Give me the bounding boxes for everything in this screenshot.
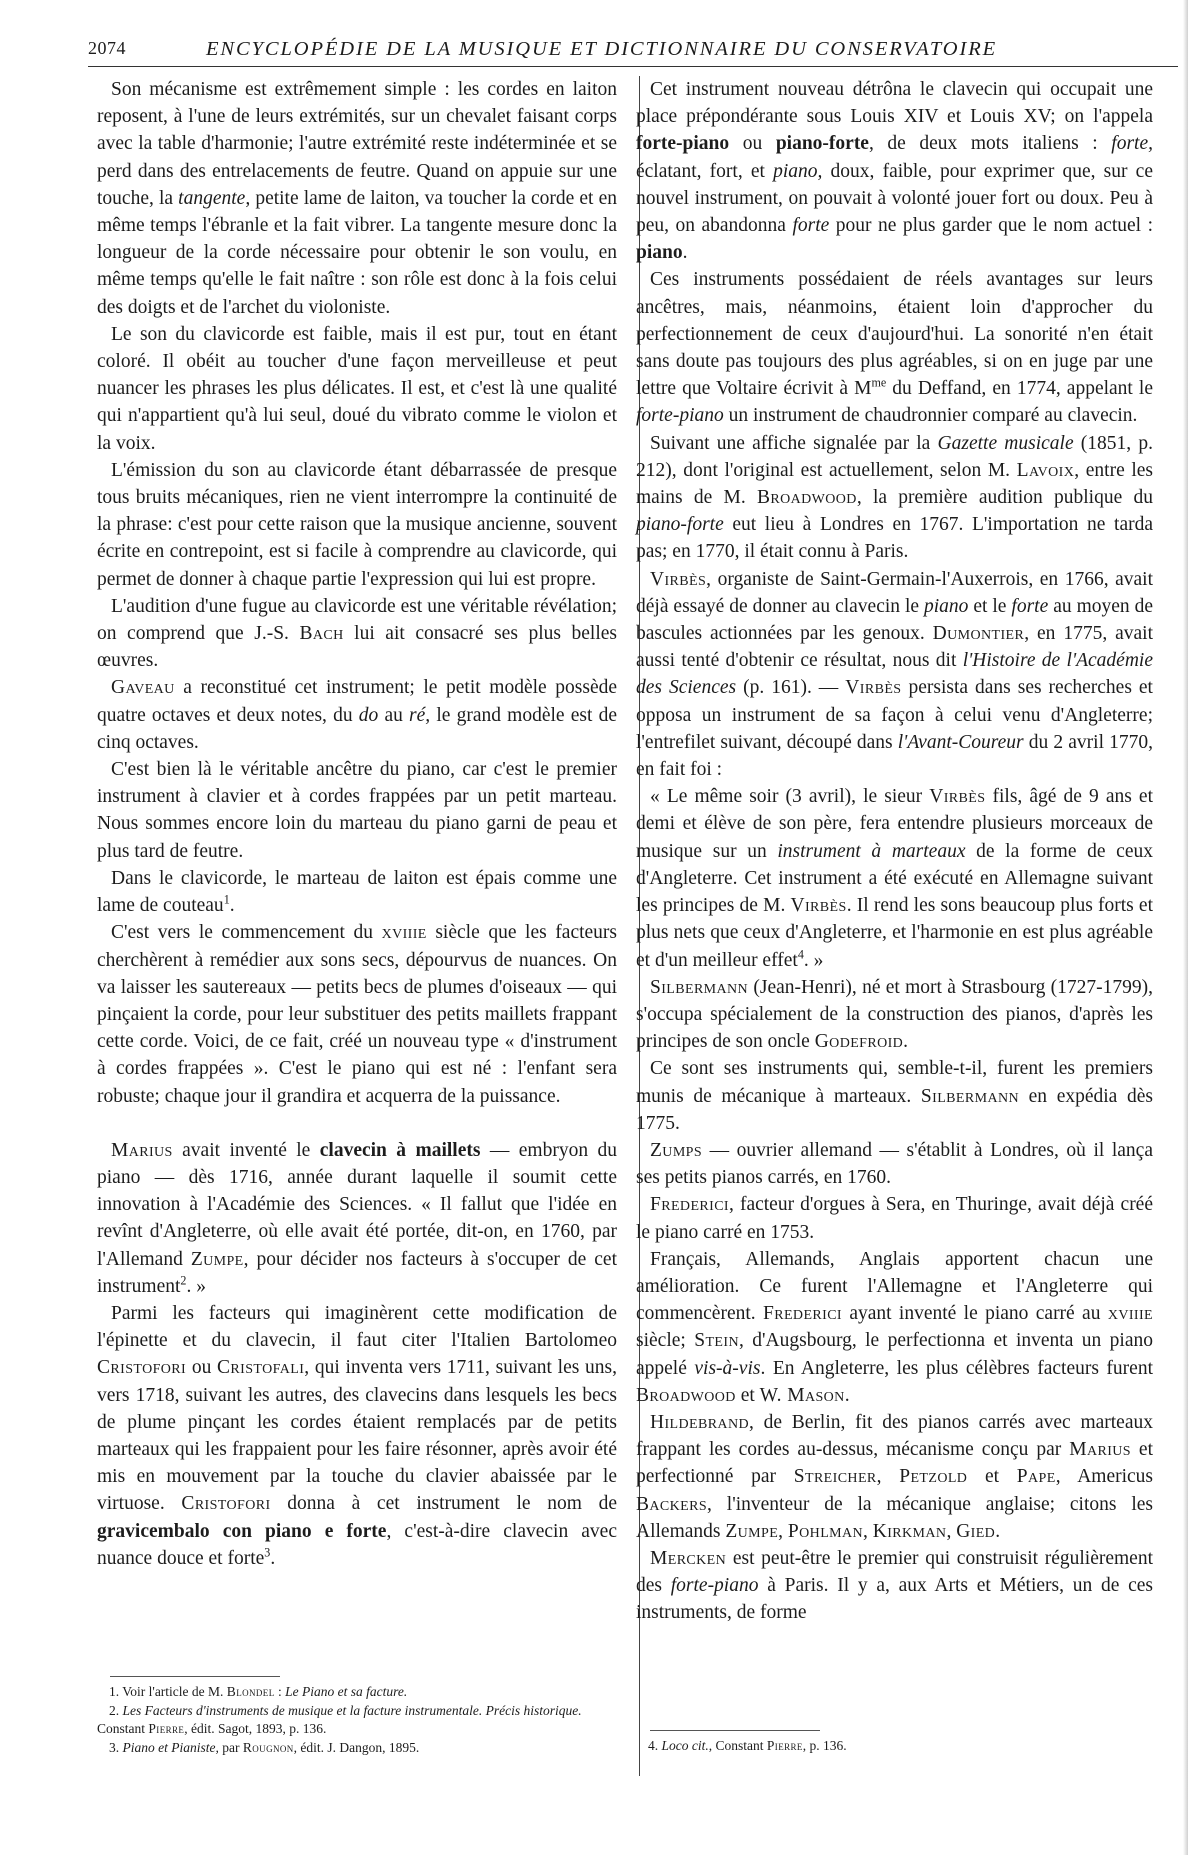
paragraph: Dans le clavicorde, le marteau de laiton est épais comme une lame de couteau$^1$.	[97, 867, 617, 917]
left-column	[97, 76, 617, 1572]
header-rule	[88, 66, 1178, 67]
paragraph: Virbès, organiste de Saint-Germain-l'Auxerrois, en 1766, avait déjà essayé de donner au clavecin le piano et le forte au moyen de bascules actionnées par les genoux. Dumontier, en 1775, avait aussi tenté d'obtenir ce résultat, nous dit l'Histoire de l'Académie des Sciences (p. 161). — Virbès persista dans ses recherches et opposa un instrument de sa façon à celui venu d'Angleterre; l'entrefilet suivant, découpé dans l'Avant-Coureur du 2 avril 1770, en fait foi :	[636, 568, 1153, 781]
paragraph: Parmi les facteurs qui imaginèrent cette modification de l'épinette et du clavecin, il faut citer l'Italien Bartolomeo Cristofori ou Cristofali, qui inventa vers 1711, suivant les uns, vers 1718, suivant les autres, des clavecins dans lesquels les becs de plume pinçant les cordes étaient remplacés par de petits marteaux qui les frappaient pour les faire résonner, après avoir été mis en mouvement par la touche du clavier abaissée par le virtuose. Cristofori donna à cet instrument le nom de gravicembalo con piano e forte, c'est-à-dire clavecin avec nuance douce et forte$^3$.	[97, 1302, 618, 1569]
paragraph: Mercken est peut-être le premier qui construisit régulièrement des forte-piano à Paris. Il y a, aux Arts et Métiers, un de ces instruments, de forme	[636, 1547, 1153, 1624]
paragraph: « Le même soir (3 avril), le sieur Virbès fils, âgé de 9 ans et demi et élève de son père, fera entendre plusieurs morceaux de musique sur un instrument à marteaux de la forme de ceux d'Angleterre. Cet instrument a été exécuté en Allemagne suivant les principes de M. Virbès. Il rend les sons beaucoup plus forts et plus nets que ceux d'Angleterre, et l'harmonie en est plus agréable et d'un meilleur effet$^4$. »	[636, 786, 1153, 971]
paragraph: Frederici, facteur d'orgues à Sera, en Thuringe, avait déjà créé le piano carré en 1753.	[636, 1194, 1153, 1243]
footnote-ref: 3	[264, 1545, 271, 1560]
footnote: 3. Piano et Pianiste, par Rougnon, édit. J. Dangon, 1895.	[109, 1739, 420, 1755]
paragraph: Français, Allemands, Anglais apportent chacun une amélioration. Ce furent l'Allemagne et l'Angleterre qui commencèrent. Frederici ayant inventé le piano carré au xviiie siècle; Stein, d'Augsbourg, le perfectionna et inventa un piano appelé vis-à-vis. En Angleterre, les plus célèbres facteurs furent Broadwood et W. Mason.	[636, 1248, 1153, 1406]
paragraph: L'émission du son au clavicorde étant débarrassée de presque tous bruits mécaniques, rien ne vient interrompre la continuité de la phrase: c'est pour cette raison que la musique ancienne, souvent écrite en contrepoint, est si facile à comprendre au clavicorde, qui permet de donner à chaque partie l'expression qui lui est propre.	[97, 459, 617, 590]
paragraph: Le son du clavicorde est faible, mais il est pur, tout en étant coloré. Il obéit au toucher d'une façon merveilleuse et peut nuancer les phrases les plus délicates. Il est, et c'est là une qualité qui n'appartient qu'à lui seul, doué du vibrato comme le violon et la voix.	[97, 323, 617, 454]
paragraph: L'audition d'une fugue au clavicorde est une véritable révélation; on comprend que J.-S. Bach lui ait consacré ses plus belles œuvres.	[97, 595, 617, 672]
paragraph: C'est bien là le véritable ancêtre du piano, car c'est le premier instrument à clavier et à cordes frappées par un petit marteau. Nous sommes encore loin du marteau du piano garni de peau et plus tard de feutre.	[97, 759, 617, 862]
paragraph: Zumps — ouvrier allemand — s'établit à Londres, où il lança ses petits pianos carrés, en 1760.	[636, 1139, 1153, 1189]
footnote-rule	[650, 1730, 820, 1731]
paragraph: Silbermann (Jean-Henri), né et mort à Strasbourg (1727-1799), s'occupa spécialement de la construction des pianos, d'après les principes de son oncle Godefroid.	[636, 976, 1153, 1053]
footnote-rule	[110, 1676, 280, 1677]
right-footnotes	[636, 1737, 1153, 1756]
page-number: 2074	[88, 38, 126, 58]
paragraph: Ce sont ses instruments qui, semble-t-il, furent les premiers munis de mécanique à marteaux. Silbermann en expédia dès 1775.	[636, 1058, 1153, 1134]
footnote-ref: 2	[180, 1273, 187, 1288]
right-column	[636, 76, 1153, 1627]
footnote: 1. Voir l'article de M. Blondel : Le Piano et sa facture.	[109, 1684, 408, 1699]
paragraph: Hildebrand, de Berlin, fit des pianos carrés avec marteaux frappant les cordes au-dessus, mécanisme conçu par Marius et perfectionné par Streicher, Petzold et Pape, Americus Backers, l'inventeur de la mécanique anglaise; citons les Allemands Zumpe, Pohlman, Kirkman, Gied.	[636, 1411, 1153, 1542]
paragraph: Marius avait inventé le clavecin à maillets — embryon du piano — dès 1716, année durant laquelle il soumit cette innovation à l'Académie des Sciences. « Il fallut que l'idée en revînt d'Angleterre, où elle avait été portée, dit-on, en 1760, par l'Allemand Zumpe, pour décider nos facteurs à s'occuper de cet instrument$^2$. »	[97, 1139, 617, 1297]
paragraph: Suivant une affiche signalée par la Gazette musicale (1851, p. 212), dont l'original est actuellement, selon M. Lavoix, entre les mains de M. Broadwood, la première audition publique du piano-forte eut lieu à Londres en 1767. L'importation ne tarda pas; en 1770, il était connu à Paris.	[636, 432, 1153, 563]
footnote-ref: 4	[797, 947, 804, 961]
paragraph: Gaveau a reconstitué cet instrument; le petit modèle possède quatre octaves et deux notes, du do au ré, le grand modèle est de cinq octaves.	[97, 677, 617, 753]
footnote: 2. Les Facteurs d'instruments de musique et la facture instrumentale. Précis historique. Constant Pierre, édit. Sagot, 1893, p. 136.	[97, 1702, 582, 1736]
running-title: ENCYCLOPÉDIE DE LA MUSIQUE ET DICTIONNAIRE DU CONSERVATOIRE	[206, 38, 998, 60]
paragraph: Cet instrument nouveau détrôna le clavecin qui occupait une place prépondérante sous Louis XIV et Louis XV; on l'appela forte-piano ou piano-forte, de deux mots italiens : forte, éclatant, fort, et piano, doux, faible, pour exprimer que, sur ce nouvel instrument, on pouvait à volonté jouer fort ou doux. Peu à peu, on abandonna forte pour ne plus garder que le nom actuel : piano.	[636, 79, 1153, 264]
footnote: 4. Loco cit., Constant Pierre, p. 136.	[648, 1738, 847, 1753]
left-footnotes	[97, 1683, 617, 1757]
paragraph: Son mécanisme est extrêmement simple : les cordes en laiton reposent, à l'une de leurs extrémités, sur un chevalet faisant corps avec la table d'harmonie; l'autre extrémité reste indéterminée et se perd dans des entrelacements de feutre. Quand on appuie sur une touche, la tangente, petite lame de laiton, va toucher la corde et en même temps l'ébranle et la fait vibrer. La tangente mesure donc la longueur de la corde nécessaire pour obtenir le son voulu, en même temps qu'elle le fait naître : son rôle est donc à la fois celui des doigts et de l'archet du violoniste.	[97, 79, 617, 318]
page-edge-shadow	[1183, 0, 1188, 1855]
footnote-ref: 1	[223, 892, 230, 907]
paragraph: Ces instruments possédaient de réels avantages sur leurs ancêtres, mais, néanmoins, étaient loin d'approcher du perfectionnement de ceux d'aujourd'hui. La sonorité n'en était sans doute pas toujours des plus agréables, si on en juge par une lettre que Voltaire écrivit à $M^{me}$ du Deffand, en 1774, appelant le forte-piano un instrument de chaudronnier comparé au clavecin.	[636, 269, 1153, 427]
paragraph: C'est vers le commencement du xviiie siècle que les facteurs cherchèrent à remédier aux sons secs, dépourvus de nuances. On va laisser les sautereaux — petits becs de plumes d'oiseaux — qui pinçaient la corde, pour leur substituer des petits maillets frappant cette corde. Voici, de ce fait, créé un nouveau type « d'instrument à cordes frappées ». C'est le piano qui est né : l'enfant sera robuste; chaque jour il grandira et acquerra de la puissance.	[97, 922, 617, 1107]
